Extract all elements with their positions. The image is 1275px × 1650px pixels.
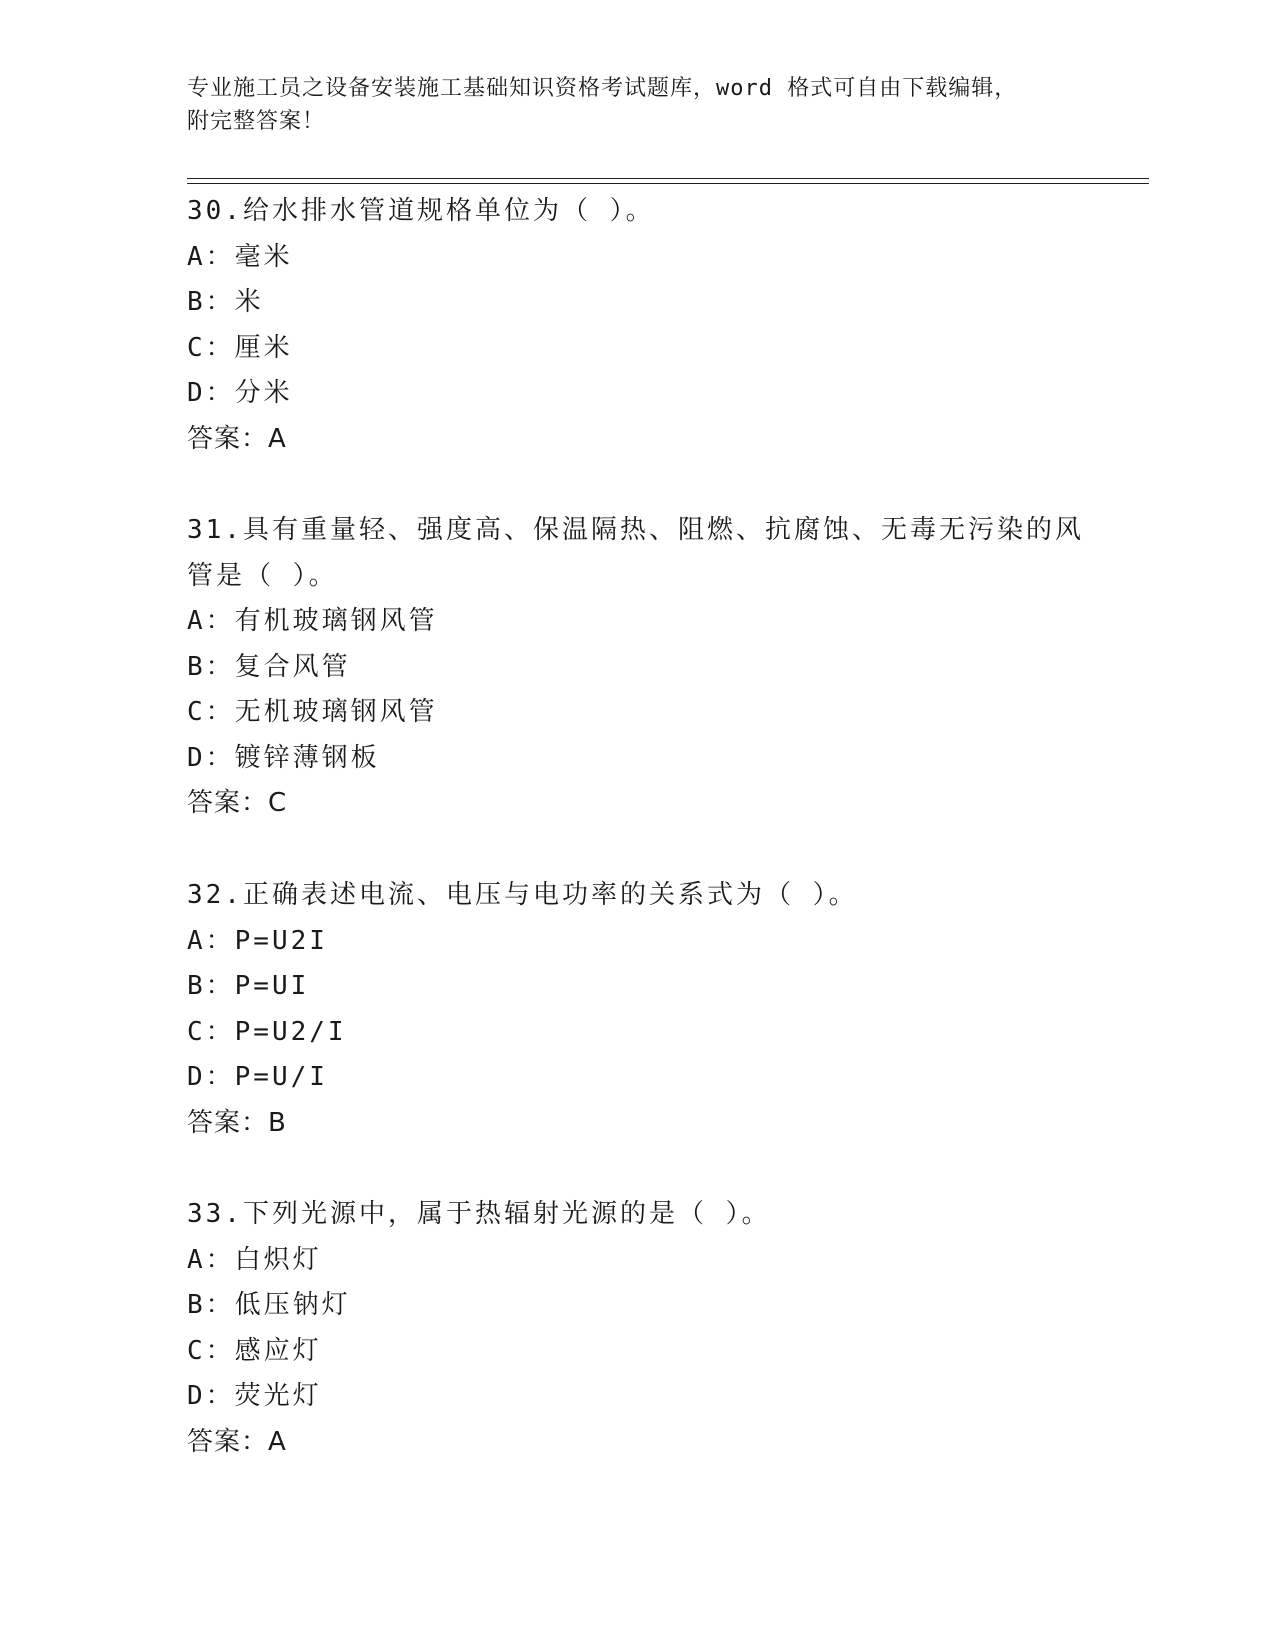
answer: 答案：A [187,423,287,454]
option-key: D： [187,1381,235,1411]
option-key: B： [187,1290,235,1320]
question-stem: 31.具有重量轻、强度高、保温隔热、阻燃、抗腐蚀、无毒无污染的风 [187,515,1084,545]
option-text: 厘米 [234,332,293,363]
option-text: P=U2/I [234,1016,347,1047]
option-b [187,1283,1087,1329]
option-text: 低压钠灯 [234,1290,351,1320]
option-d [187,1374,1087,1420]
option-text: 分米 [234,378,293,408]
question-33 [187,1192,1087,1465]
answer: 答案：C [187,788,288,818]
option-text: 无机玻璃钢风管 [234,697,438,727]
option-key: A： [187,925,235,956]
question-stem: 30.给水排水管道规格单位为（ ）。 [187,196,655,226]
option-d [187,736,1087,782]
question-stem-cont: 管是（ ）。 [187,560,338,591]
option-key: A： [187,606,235,636]
option-b [187,280,1087,326]
option-a [187,1238,1087,1284]
question-31 [187,508,1087,827]
option-c [187,1329,1087,1375]
question-30 [187,189,1087,462]
option-key: D： [187,378,235,408]
header-line-1: 专业施工员之设备安装施工基础知识资格考试题库，word 格式可自由下载编辑， [187,76,1018,101]
option-key: A： [187,1244,235,1275]
option-key: A： [187,241,235,272]
option-key: B： [187,651,235,682]
option-key: C： [187,1335,235,1366]
option-key: B： [187,971,235,1001]
option-a [187,599,1087,645]
option-text: 白炽灯 [234,1244,322,1275]
answer: 答案：B [187,1107,287,1138]
option-key: C： [187,332,235,363]
option-text: 米 [234,287,264,317]
option-key: B： [187,287,235,317]
option-text: 复合风管 [234,651,351,682]
option-d [187,1055,1087,1101]
option-key: C： [187,1016,235,1047]
option-key: D： [187,1062,235,1092]
option-text: 荧光灯 [234,1381,322,1411]
option-a [187,919,1087,965]
option-text: P=U/I [234,1062,328,1092]
header-divider-bottom [187,183,1149,184]
option-key: D： [187,742,235,773]
option-key: C： [187,697,235,727]
option-d [187,371,1087,417]
option-c [187,1010,1087,1056]
option-text: 有机玻璃钢风管 [234,606,438,636]
question-stem: 33.下列光源中，属于热辐射光源的是（ ）。 [187,1199,771,1229]
question-stem: 32.正确表述电流、电压与电功率的关系式为（ ）。 [187,880,858,910]
option-text: 感应灯 [234,1335,322,1366]
option-c [187,326,1087,372]
option-b [187,645,1087,691]
option-text: P=UI [234,971,310,1001]
option-b [187,964,1087,1010]
option-text: P=U2I [234,925,328,956]
answer: 答案：A [187,1426,287,1457]
option-a [187,235,1087,281]
header-line-2: 附完整答案！ [187,109,326,134]
option-c [187,690,1087,736]
question-32 [187,873,1087,1146]
option-text: 毫米 [234,241,293,272]
header-divider-top [187,178,1149,179]
option-text: 镀锌薄钢板 [234,742,380,773]
document-header [187,72,1087,138]
